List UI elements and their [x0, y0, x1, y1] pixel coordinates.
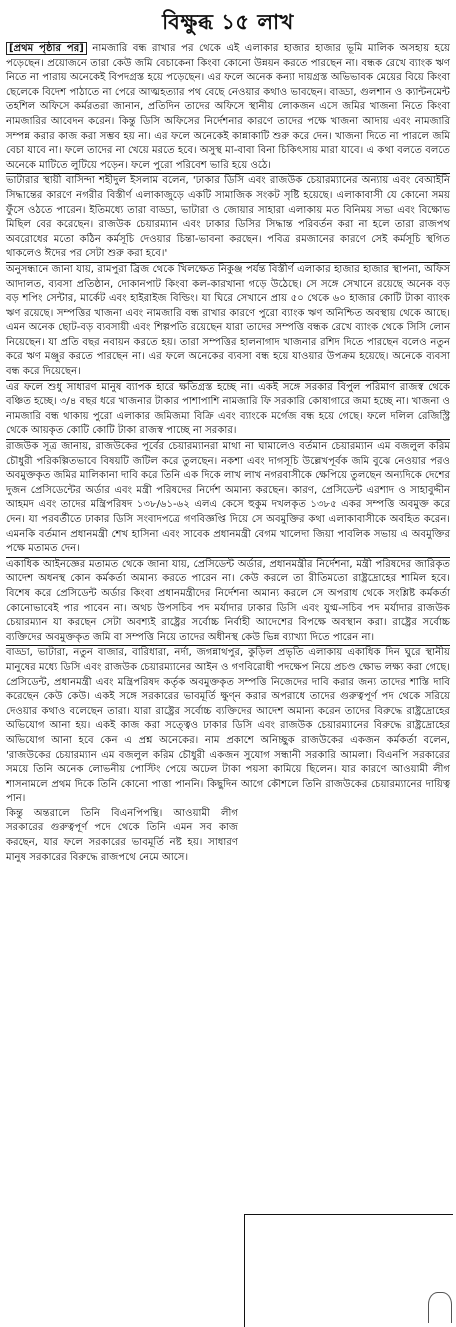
paragraph-1: [6, 42, 450, 173]
lead-tag: [প্রথম পৃষ্ঠার পর]: [6, 42, 87, 55]
paragraph-2: ভাটারার স্থায়ী বাসিন্দা শহীদুল ইসলাম বলেন, 'ঢাকার ডিসি এবং রাজউক চেয়ারম্যানের অন্যায় এবং বেআইনি সিদ্ধান্তের কারণে নগরীর বিস্তীর্ণ এলাকাজুড়ে একটি সামাজিক সংকট সৃষ্টি হয়েছে। এলাকাবাসী যে কোনো সময় ফুঁসে ওঠতে পারেন। ইতিমধ্যে তারা বাড্ডা, ভাটারা ও জোয়ার সাহারা এলাকায় মত বিনিময় সভা এবং বিক্ষোভ মিছিল বের করেছেন। রাজউক চেয়ারম্যান এবং ঢাকার ডিসির সিদ্ধান্ত পরিবর্তন করা না হলে তারা রাজপথ অবরোধের মতো কঠিন কর্মসূচি দেওয়ার চিন্তা-ভাবনা করছেন। পবিত্র রমজানের কারণে সেই কর্মসূচি স্থগিত থাকলেও ঈদের পর সেটা শুরু করা হবে।': [6, 173, 450, 262]
adjacent-column-border: [244, 1214, 453, 1327]
adjacent-image-fragment: [428, 1292, 452, 1323]
paragraph-4: এর ফলে শুধু সাধারণ মানুষ ব্যাপক হারে ক্ষতিগ্রস্ত হচ্ছে না। একই সঙ্গে সরকার বিপুল পরিমাণ রাজস্ব থেকে বঞ্চিত হচ্ছে। ৩/৪ বছর ধরে খাজনার টাকার পাশাপাশি নামজারি ফি সরকারি কোষাগারে জমা হচ্ছে না। খাজনা ও নামজারি বন্ধ থাকায় পুরো এলাকার জমিজমা বিক্রি এবং ব্যাংকে মর্গেজ বন্ধ হয়ে গেছে। ফলে দলিল রেজিস্ট্রি থেকে আয়কৃত কোটি কোটি টাকা রাজস্ব পাচ্ছে না সরকার।: [6, 380, 450, 439]
article-body: [6, 42, 450, 865]
paragraph-5: রাজউক সূত্র জানায়, রাজউকের পূর্বের চেয়ারম্যানরা মাথা না ঘামালেও বর্তমান চেয়ারম্যান এম বজলুল করিম চৌধুরী পরিকল্পিতভাবে বিষয়টি জটিল করে তুলছেন। নকশা এবং দাগসূচি উল্লেখপূর্বক জমি বুঝে নেওয়ার পরও অবমুক্তকৃত জমির মালিকানা দাবি করে তিনি এক দিকে লাখ লাখ নগরবাসীকে ক্ষেপিয়ে তুলছেন অন্যদিকে দেশের দুজন প্রেসিডেন্টের অর্ডার এবং মন্ত্রী পরিষদের নির্দেশ অমান্য করছেন। কারণ, প্রেসিডেন্ট এরশাদ ও সাহাবুদ্দীন আহমদ এবং তাদের মন্ত্রিপরিষদ ১৩৮/৬১-৬২ এলএ কেসে হুকুম দখলকৃত ১৩৮৫ একর সম্পত্তি অবমুক্ত করে দেন। যা পরবর্তীতে ঢাকার ডিসি সংবাদপত্রে গণবিজ্ঞপ্তি দিয়ে সে অবমুক্তির কথা এলাকাবাসীকে অবহিত করেন। এমনকি বর্তমান প্রধানমন্ত্রী শেখ হাসিনা এবং সাবেক প্রধানমন্ত্রী বেগম খালেদা জিয়া পাবলিক সভায় এ অবমুক্তির পক্ষে মতামত দেন।: [6, 439, 450, 557]
paragraph-1-text: নামজারি বন্ধ রাখার পর থেকে এই এলাকার হাজার হাজার ভূমি মালিক অসহায় হয়ে পড়েছেন। প্রয়োজনে তারা কেউ জমি বেচাকেনা কিংবা কোনো উন্নয়ন করতে পারছেন না। বন্ধক রেখে ব্যাংক ঋণ নিতে না পারায় অনেকেই বিপদগ্রস্ত হয়ে পড়েছেন। এর ফলে অনেক কন্যা দায়গ্রস্ত অভিভাবক মেয়ের বিয়ে কিংবা ছেলেকে বিদেশ পাঠাতে না পেরে আত্মহত্যার পথ বেছে নেওয়ার কথাও ভাবছেন। বাড্ডা, গুলশান ও ক্যান্টনমেন্ট তহশিল অফিসে কর্মরতরা জানান, প্রতিদিন তাদের অফিসে স্থানীয় লোকজন এসে জমির খাজনা নিতে কিংবা নামজারির আবেদন করেন। কিন্তু ডিসি অফিসের নির্দেশনার কারণে তাদের পক্ষে খাজনা আদায় এবং নামজারি সম্পন্ন করার কাজ করা সম্ভব হয় না। এর ফলে অনেকেই কান্নাকাটি শুরু করে দেন। খাজনা দিতে না পারলে জমি বেচা যাবে না। ফলে তাদের না খেয়ে মরতে হবে। অসুস্থ মা-বাবা বিনা চিকিৎসায় মারা যাবে। এ কথা বলতে বলতে অনেকে মাটিতে লুটিয়ে পড়েন। ফলে পুরো পরিবেশ ভারি হয়ে ওঠে।: [6, 43, 450, 171]
paragraph-3: অনুসন্ধানে জানা যায়, রামপুরা ব্রিজ থেকে খিলক্ষেত নিকুঞ্জ পর্যন্ত বিস্তীর্ণ এলাকার হাজার হাজার স্থাপনা, অফিস আদালত, ব্যবসা প্রতিষ্ঠান, দোকানপাট কিংবা কল-কারখানা গড়ে উঠেছে। সে সঙ্গে সেখানে রয়েছে অনেক বড় বড় শপিং সেন্টার, মার্কেট এবং হাইরাইজ বিল্ডিং। যা ঘিরে সেখানে প্রায় ৫০ থেকে ৬০ হাজার কোটি টাকা ব্যাংক ঋণ রয়েছে। সম্পত্তির খাজনা এবং নামজারি বন্ধ রাখার কারণে পুরো ব্যাংক ঋণ অনিশ্চিত অবস্থায় থেকে আছে। এমন অনেক ছোট-বড় ব্যবসায়ী এবং শিল্পপতি রয়েছেন যারা তাদের সম্পত্তি বন্ধক রেখে ব্যাংক থেকে সিসি লোন নিয়েছেন। যা প্রতি বছর নবায়ন করতে হয়। তারা সম্পত্তির হালনাগাদ খাজনার রশিদ দিতে পারছেন বলেও নতুন করে ঋণ মঞ্জুর করতে পারছেন না। এর ফলে অনেকের ব্যবসা বন্ধ হয়ে যাওয়ার উপক্রম হয়েছে। অনেকে ব্যবসা বন্ধ করে দিয়েছেন।: [6, 262, 450, 380]
headline: বিক্ষুব্ধ ১৫ লাখ: [162, 10, 294, 34]
final-paragraph: কিন্তু অন্তরালে তিনি বিএনপিপন্থি। আওয়ামী লীগ সরকারের গুরুত্বপূর্ণ পদে থেকে তিনি এমন সব কাজ করছেন, যার ফলে সরকারের ভাবমূর্তি নষ্ট হয়। সাধারণ মানুষ সরকারের বিরুদ্ধে রাজপথে নেমে আসে।: [6, 807, 238, 863]
paragraph-7: বাড্ডা, ভাটারা, নতুন বাজার, বারিধারা, নর্দা, জগন্নাথপুর, কুড়িল প্রভৃতি এলাকায় একাধিক দিন ঘুরে স্থানীয় মানুষের মধ্যে ডিসি এবং রাজউক চেয়ারম্যানের আইন ও গণবিরোধী পদক্ষেপ নিয়ে প্রচণ্ড ক্ষোভ লক্ষ্য করা গেছে। প্রেসিডেন্ট, প্রধানমন্ত্রী এবং মন্ত্রিপরিষদ কর্তৃক অবমুক্তকৃত সম্পত্তি নিজেদের দাবি করার জন্য তাদের শাস্তি দাবি করেছেন কেউ কেউ। একই সঙ্গে সরকারের ভাবমূর্তি ক্ষুণ্ন করার অপরাধে তাদের গুরুত্বপূর্ণ পদ থেকে সরিয়ে দেওয়ার কথাও বলেছেন তারা। যারা রাষ্ট্রের সর্বোচ্চ ব্যক্তিদের আদেশ অমান্য করেন তাদের বিরুদ্ধে রাষ্ট্রদ্রোহের অভিযোগ আনা হয়। একই কাজ করা সত্ত্বেও ঢাকার ডিসি এবং রাজউক চেয়ারম্যানের বিরুদ্ধে রাষ্ট্রদ্রোহের অভিযোগ আনা হবে কেন এ প্রশ্ন অনেকের। নাম প্রকাশে অনিচ্ছুক রাজউকের একজন কর্মকর্তা বলেন, 'রাজউকের চেয়ারম্যান এম বজলুল করিম চৌধুরী একজন সুযোগ সন্ধানী সরকারি আমলা। বিএনপি সরকারের সময়ে তিনি অনেক লোভনীয় পোস্টিং পেয়ে অঢেল টাকা পয়সা কামিয়ে ছিলেন। যার কারণে আওয়ামী লীগ শাসনামলে প্রথম দিকে তিনি কোনো পাত্তা পাননি। কিছুদিন আগে কৌশলে তিনি রাজউকের চেয়ারম্যানের দায়িত্ব পান।: [6, 645, 450, 807]
paragraph-6: একাধিক আইনজ্ঞের মতামত থেকে জানা যায়, প্রেসিডেন্ট অর্ডার, প্রধানমন্ত্রীর নির্দেশনা, মন্ত্রী পরিষদের জারিকৃত আদেশ অধনস্থ কোন কর্মকর্তা অমান্য করতে পারেন না। কেউ করলে তা রীতিমতো রাষ্ট্রদ্রোহের শামিল হবে। বিশেষ করে প্রেসিডেন্ট অর্ডার কিংবা প্রধানমন্ত্রীদের নির্দেশনা অমান্য করলে সে অপরাধ থেকে সংশ্লিষ্ট কর্মকর্তা কোনোভাবেই পার পাবেন না। অথচ উপসচিব পদ মর্যাদার ঢাকার ডিসি এবং যুগ্ম-সচিব পদ মর্যাদার রাজউক চেয়ারম্যান যা করছেন সেটা অবশ্যই রাষ্ট্রের সর্বোচ্চ নির্বাহী আদেশের বিপক্ষে অবস্থান করা। রাষ্ট্রের সর্বোচ্চ ব্যক্তিদের অবমুক্তকৃত জমি বা সম্পত্তি নিয়ে তাদের অধীনস্থ কেউ ভিন্ন ব্যাখ্যা দিতে পারেন না।: [6, 557, 450, 646]
